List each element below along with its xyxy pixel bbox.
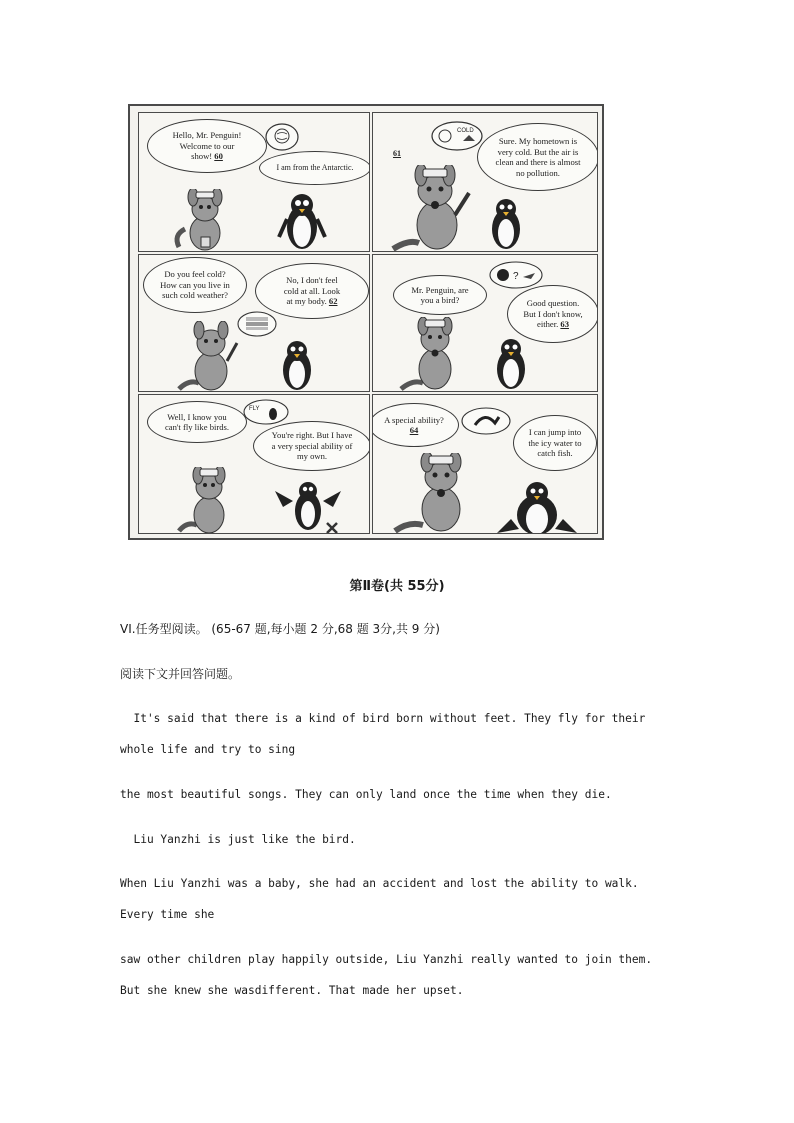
kangaroo-host-icon (171, 189, 241, 252)
kangaroo-host-icon (173, 467, 243, 534)
task-heading: VI.任务型阅读。 (65-67 题,每小题 2 分,68 题 3分,共 9 分) (120, 622, 440, 636)
passage-line-7: saw other children play happily outside, Liu Yanzhi really wanted to join them. (120, 953, 653, 966)
comic-panel-1 (138, 112, 370, 252)
speech-bubble-kangaroo: Hello, Mr. Penguin! Welcome to our show! 60 (147, 119, 267, 173)
question-mark: ? (513, 271, 519, 282)
comic-panel-6 (372, 394, 598, 534)
section-title: 第Ⅱ卷(共 55分) (349, 579, 445, 594)
comic-strip (128, 104, 604, 540)
cold-label: COLD (457, 128, 474, 134)
fish-thought-icon (461, 407, 511, 435)
diving-penguin-icon (497, 479, 577, 534)
passage-line-8: But she knew she wasdifferent. That made her upset. (120, 984, 464, 997)
passage-line-2: whole life and try to sing (120, 743, 296, 756)
kangaroo-host-icon (175, 321, 245, 392)
speech-bubble-kangaroo-fly: Well, I know you can't fly like birds. (147, 401, 247, 443)
speech-bubble-penguin-hometown: Sure. My hometown is very cold. But the air is clean and there is almost no pollution. (477, 123, 598, 191)
speech-bubble-kangaroo-bird: Mr. Penguin, are you a bird? (393, 275, 487, 315)
speech-bubble-penguin-fish: I can jump into the icy water to catch fish. (513, 415, 597, 471)
passage-line-6: Every time she (120, 908, 215, 921)
fly-label: FLY (249, 406, 260, 412)
passage-line-3: the most beautiful songs. They can only land once the time when they die. (120, 788, 612, 801)
speech-bubble-penguin-ability: You're right. But I have a very special ability of my own. (253, 421, 370, 471)
passage-line-4: Liu Yanzhi is just like the bird. (120, 833, 356, 846)
comic-panel-2 (372, 112, 598, 252)
speech-bubble-penguin-body: No, I don't feel cold at all. Look at my body. 62 (255, 263, 369, 319)
globe-thought-icon (265, 123, 299, 151)
speech-bubble-penguin: I am from the Antarctic. (259, 151, 370, 185)
penguin-icon (275, 339, 319, 392)
cold-thought-icon (431, 121, 483, 151)
comic-panel-5 (138, 394, 370, 534)
penguin-icon (489, 337, 533, 392)
flapping-penguin-icon (273, 479, 343, 534)
fly-thought-icon (243, 399, 289, 425)
speech-bubble-penguin-question: Good question. But I don't know, either. 63 (507, 285, 598, 343)
kangaroo-host-icon (389, 165, 479, 252)
blank-61: 61 (393, 149, 401, 158)
penguin-icon (277, 191, 327, 252)
comic-panel-3 (138, 254, 370, 392)
instruction: 阅读下文并回答问题。 (120, 667, 241, 681)
speech-bubble-kangaroo-ability: A special ability? 64 (372, 403, 459, 447)
penguin-icon (483, 197, 529, 252)
kangaroo-host-icon (397, 317, 467, 392)
comic-panel-4 (372, 254, 598, 392)
passage-line-1: It's said that there is a kind of bird born without feet. They fly for their (120, 712, 646, 725)
kangaroo-host-icon (389, 453, 479, 534)
passage-line-5: When Liu Yanzhi was a baby, she had an accident and lost the ability to walk. (120, 877, 639, 890)
speech-bubble-kangaroo-cold: Do you feel cold? How can you live in such cold weather? (143, 257, 247, 313)
question-thought-icon (489, 261, 543, 289)
